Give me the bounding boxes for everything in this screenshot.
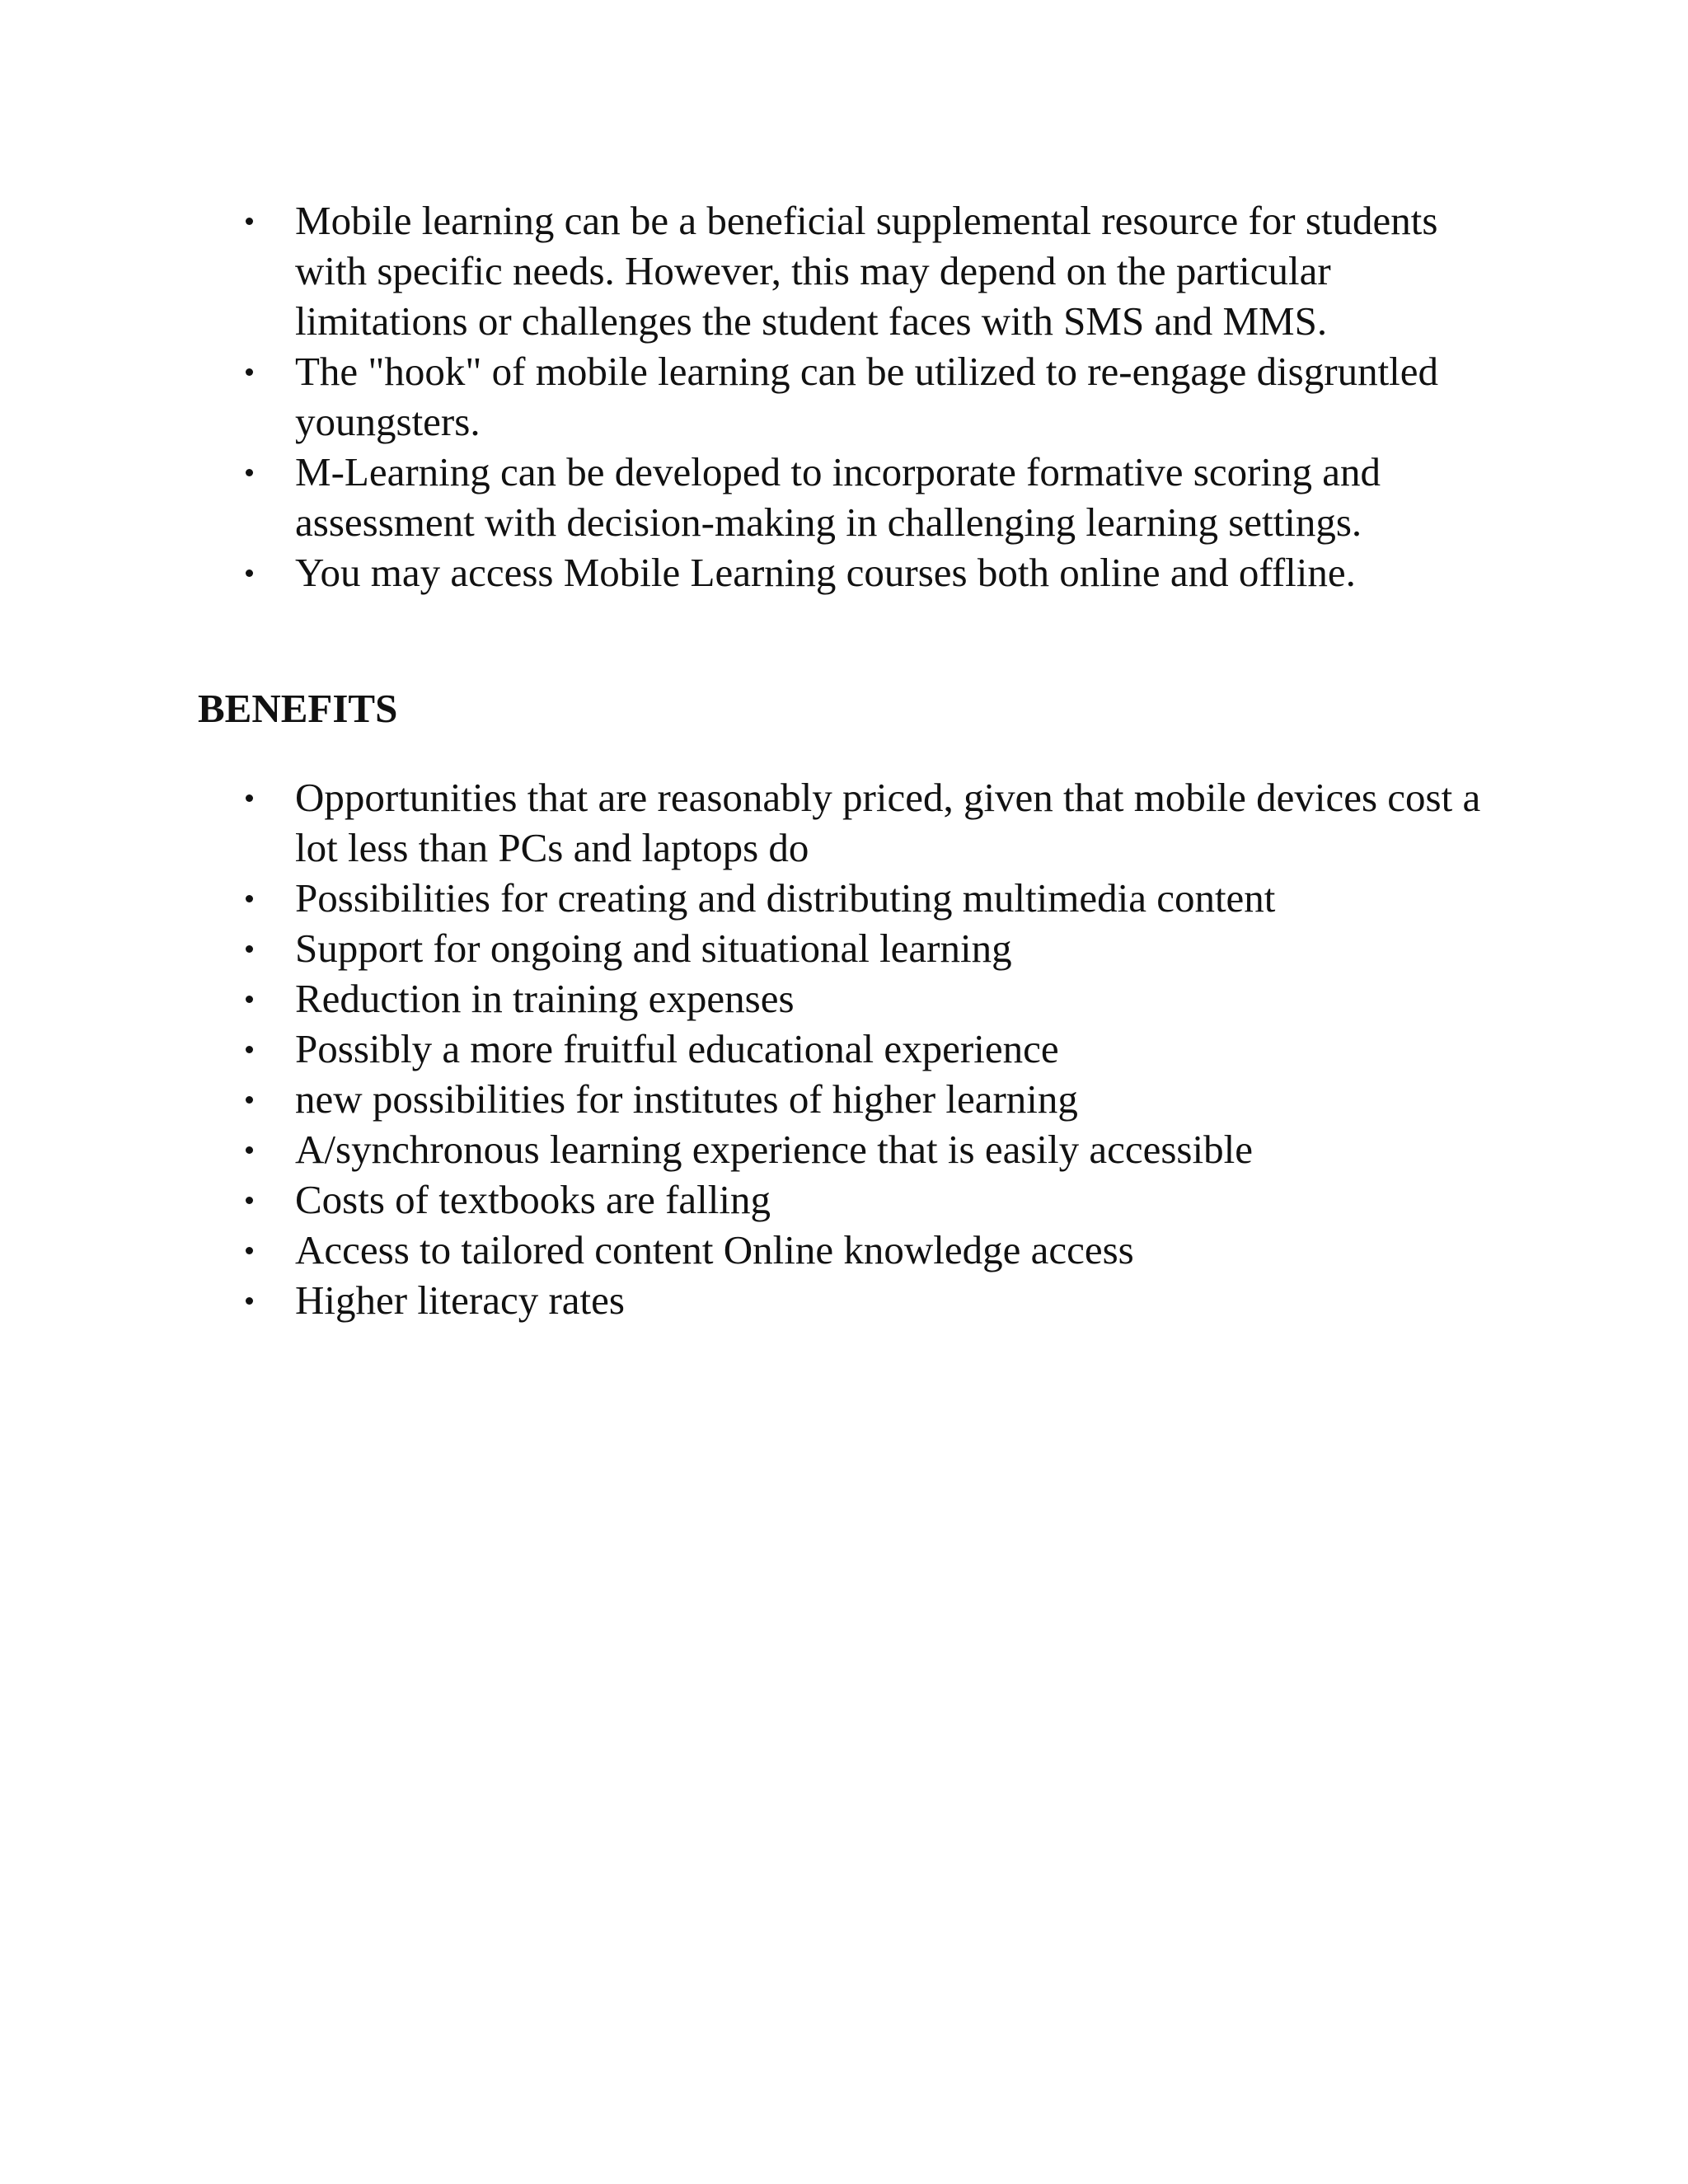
list-item-text: Higher literacy rates (295, 1277, 625, 1323)
list-item-text: new possibilities for institutes of higher learning (295, 1076, 1078, 1122)
list-item-text: Opportunities that are reasonably priced, given that mobile devices cost a lot less than PCs and laptops do (295, 775, 1481, 870)
list-item-text: Possibly a more fruitful educational experience (295, 1026, 1059, 1071)
list-item-text: You may access Mobile Learning courses both online and offline. (295, 550, 1356, 595)
bullet-icon (246, 218, 253, 225)
list-item (198, 973, 1484, 1024)
list-item (198, 1124, 1484, 1174)
list-item (198, 1225, 1484, 1275)
bullet-icon (246, 794, 253, 802)
list-item-text: Support for ongoing and situational learning (295, 926, 1012, 971)
list-item (198, 195, 1484, 346)
bullet-icon (246, 1247, 253, 1254)
list-item-text: Costs of textbooks are falling (295, 1177, 771, 1222)
bullet-icon (246, 1297, 253, 1305)
benefits-heading: BENEFITS (198, 686, 398, 731)
list-item (198, 1174, 1484, 1225)
bullet-icon (246, 1046, 253, 1053)
bullet-icon (246, 996, 253, 1003)
list-item-text: Reduction in training expenses (295, 976, 795, 1021)
list-item-text: Possibilities for creating and distributing multimedia content (295, 875, 1276, 921)
list-item-text: Access to tailored content Online knowledge access (295, 1227, 1134, 1272)
list-item (198, 772, 1484, 873)
list-item-text: The "hook" of mobile learning can be utilized to re-engage disgruntled youngsters. (295, 349, 1439, 444)
intro-bullet-list (198, 195, 1484, 598)
list-item (198, 873, 1484, 923)
bullet-icon (246, 1096, 253, 1104)
bullet-icon (246, 368, 253, 376)
bullet-icon (246, 895, 253, 902)
list-item (198, 1275, 1484, 1325)
bullet-icon (246, 469, 253, 476)
list-item (198, 1074, 1484, 1124)
benefits-bullet-list (198, 772, 1484, 1325)
list-item (198, 447, 1484, 547)
bullet-icon (246, 569, 253, 577)
list-item-text: Mobile learning can be a beneficial supplemental resource for students with specific needs. However, this may depend on the particular limitations or challenges the student faces with SMS and MMS. (295, 198, 1438, 344)
bullet-icon (246, 1146, 253, 1154)
list-item (198, 1024, 1484, 1074)
bullet-icon (246, 1197, 253, 1204)
bullet-icon (246, 945, 253, 953)
list-item (198, 346, 1484, 447)
list-item-text: M-Learning can be developed to incorporate formative scoring and assessment with decision-making in challenging learning settings. (295, 449, 1381, 545)
list-item (198, 923, 1484, 973)
list-item-text: A/synchronous learning experience that is easily accessible (295, 1127, 1253, 1172)
list-item (198, 547, 1484, 598)
